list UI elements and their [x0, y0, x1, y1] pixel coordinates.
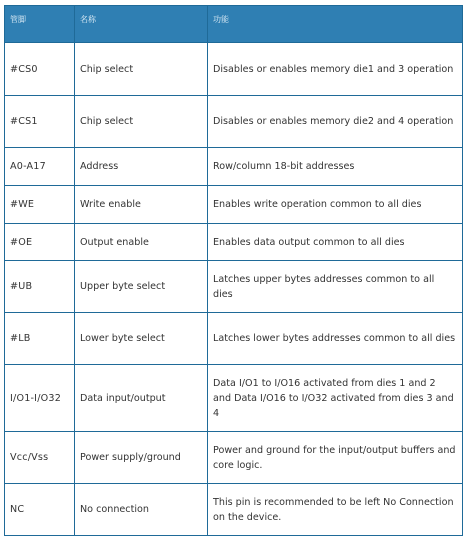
function-cell: Power and ground for the input/output buffers and core logic. [208, 432, 463, 484]
function-cell: Data I/O1 to I/O16 activated from dies 1 and 2 and Data I/O16 to I/O32 activated from dies 3 and 4 [208, 365, 463, 432]
table-row [5, 261, 463, 313]
function-cell: Disables or enables memory die1 and 3 operation [208, 43, 463, 96]
table-header [5, 6, 463, 43]
table-row [5, 313, 463, 365]
pin-cell: #UB [5, 261, 75, 313]
name-cell: Chip select [75, 43, 208, 96]
pin-function-table [4, 5, 463, 536]
header-row [5, 6, 463, 43]
header-name: 名称 [75, 6, 208, 43]
pin-cell: #OE [5, 224, 75, 261]
table-row [5, 148, 463, 186]
name-cell: Output enable [75, 224, 208, 261]
name-cell: Address [75, 148, 208, 186]
table-body [5, 43, 463, 536]
table-row [5, 43, 463, 96]
pin-cell: #CS0 [5, 43, 75, 96]
header-pin: 管脚 [5, 6, 75, 43]
name-cell: No connection [75, 484, 208, 536]
name-cell: Chip select [75, 96, 208, 148]
function-cell: Enables data output common to all dies [208, 224, 463, 261]
table-row [5, 365, 463, 432]
table-row [5, 224, 463, 261]
pin-cell: A0-A17 [5, 148, 75, 186]
pin-cell: NC [5, 484, 75, 536]
table-row [5, 96, 463, 148]
function-cell: Enables write operation common to all dies [208, 186, 463, 224]
pin-cell: #WE [5, 186, 75, 224]
header-function: 功能 [208, 6, 463, 43]
pin-cell: I/O1-I/O32 [5, 365, 75, 432]
pin-cell: #LB [5, 313, 75, 365]
name-cell: Lower byte select [75, 313, 208, 365]
pin-table-container [4, 5, 462, 536]
function-cell: Latches upper bytes addresses common to all dies [208, 261, 463, 313]
pin-cell: #CS1 [5, 96, 75, 148]
name-cell: Write enable [75, 186, 208, 224]
name-cell: Data input/output [75, 365, 208, 432]
name-cell: Power supply/ground [75, 432, 208, 484]
table-row [5, 186, 463, 224]
table-row [5, 432, 463, 484]
function-cell: Disables or enables memory die2 and 4 operation [208, 96, 463, 148]
table-row [5, 484, 463, 536]
function-cell: This pin is recommended to be left No Connection on the device. [208, 484, 463, 536]
pin-cell: Vcc/Vss [5, 432, 75, 484]
function-cell: Row/column 18-bit addresses [208, 148, 463, 186]
name-cell: Upper byte select [75, 261, 208, 313]
function-cell: Latches lower bytes addresses common to all dies [208, 313, 463, 365]
